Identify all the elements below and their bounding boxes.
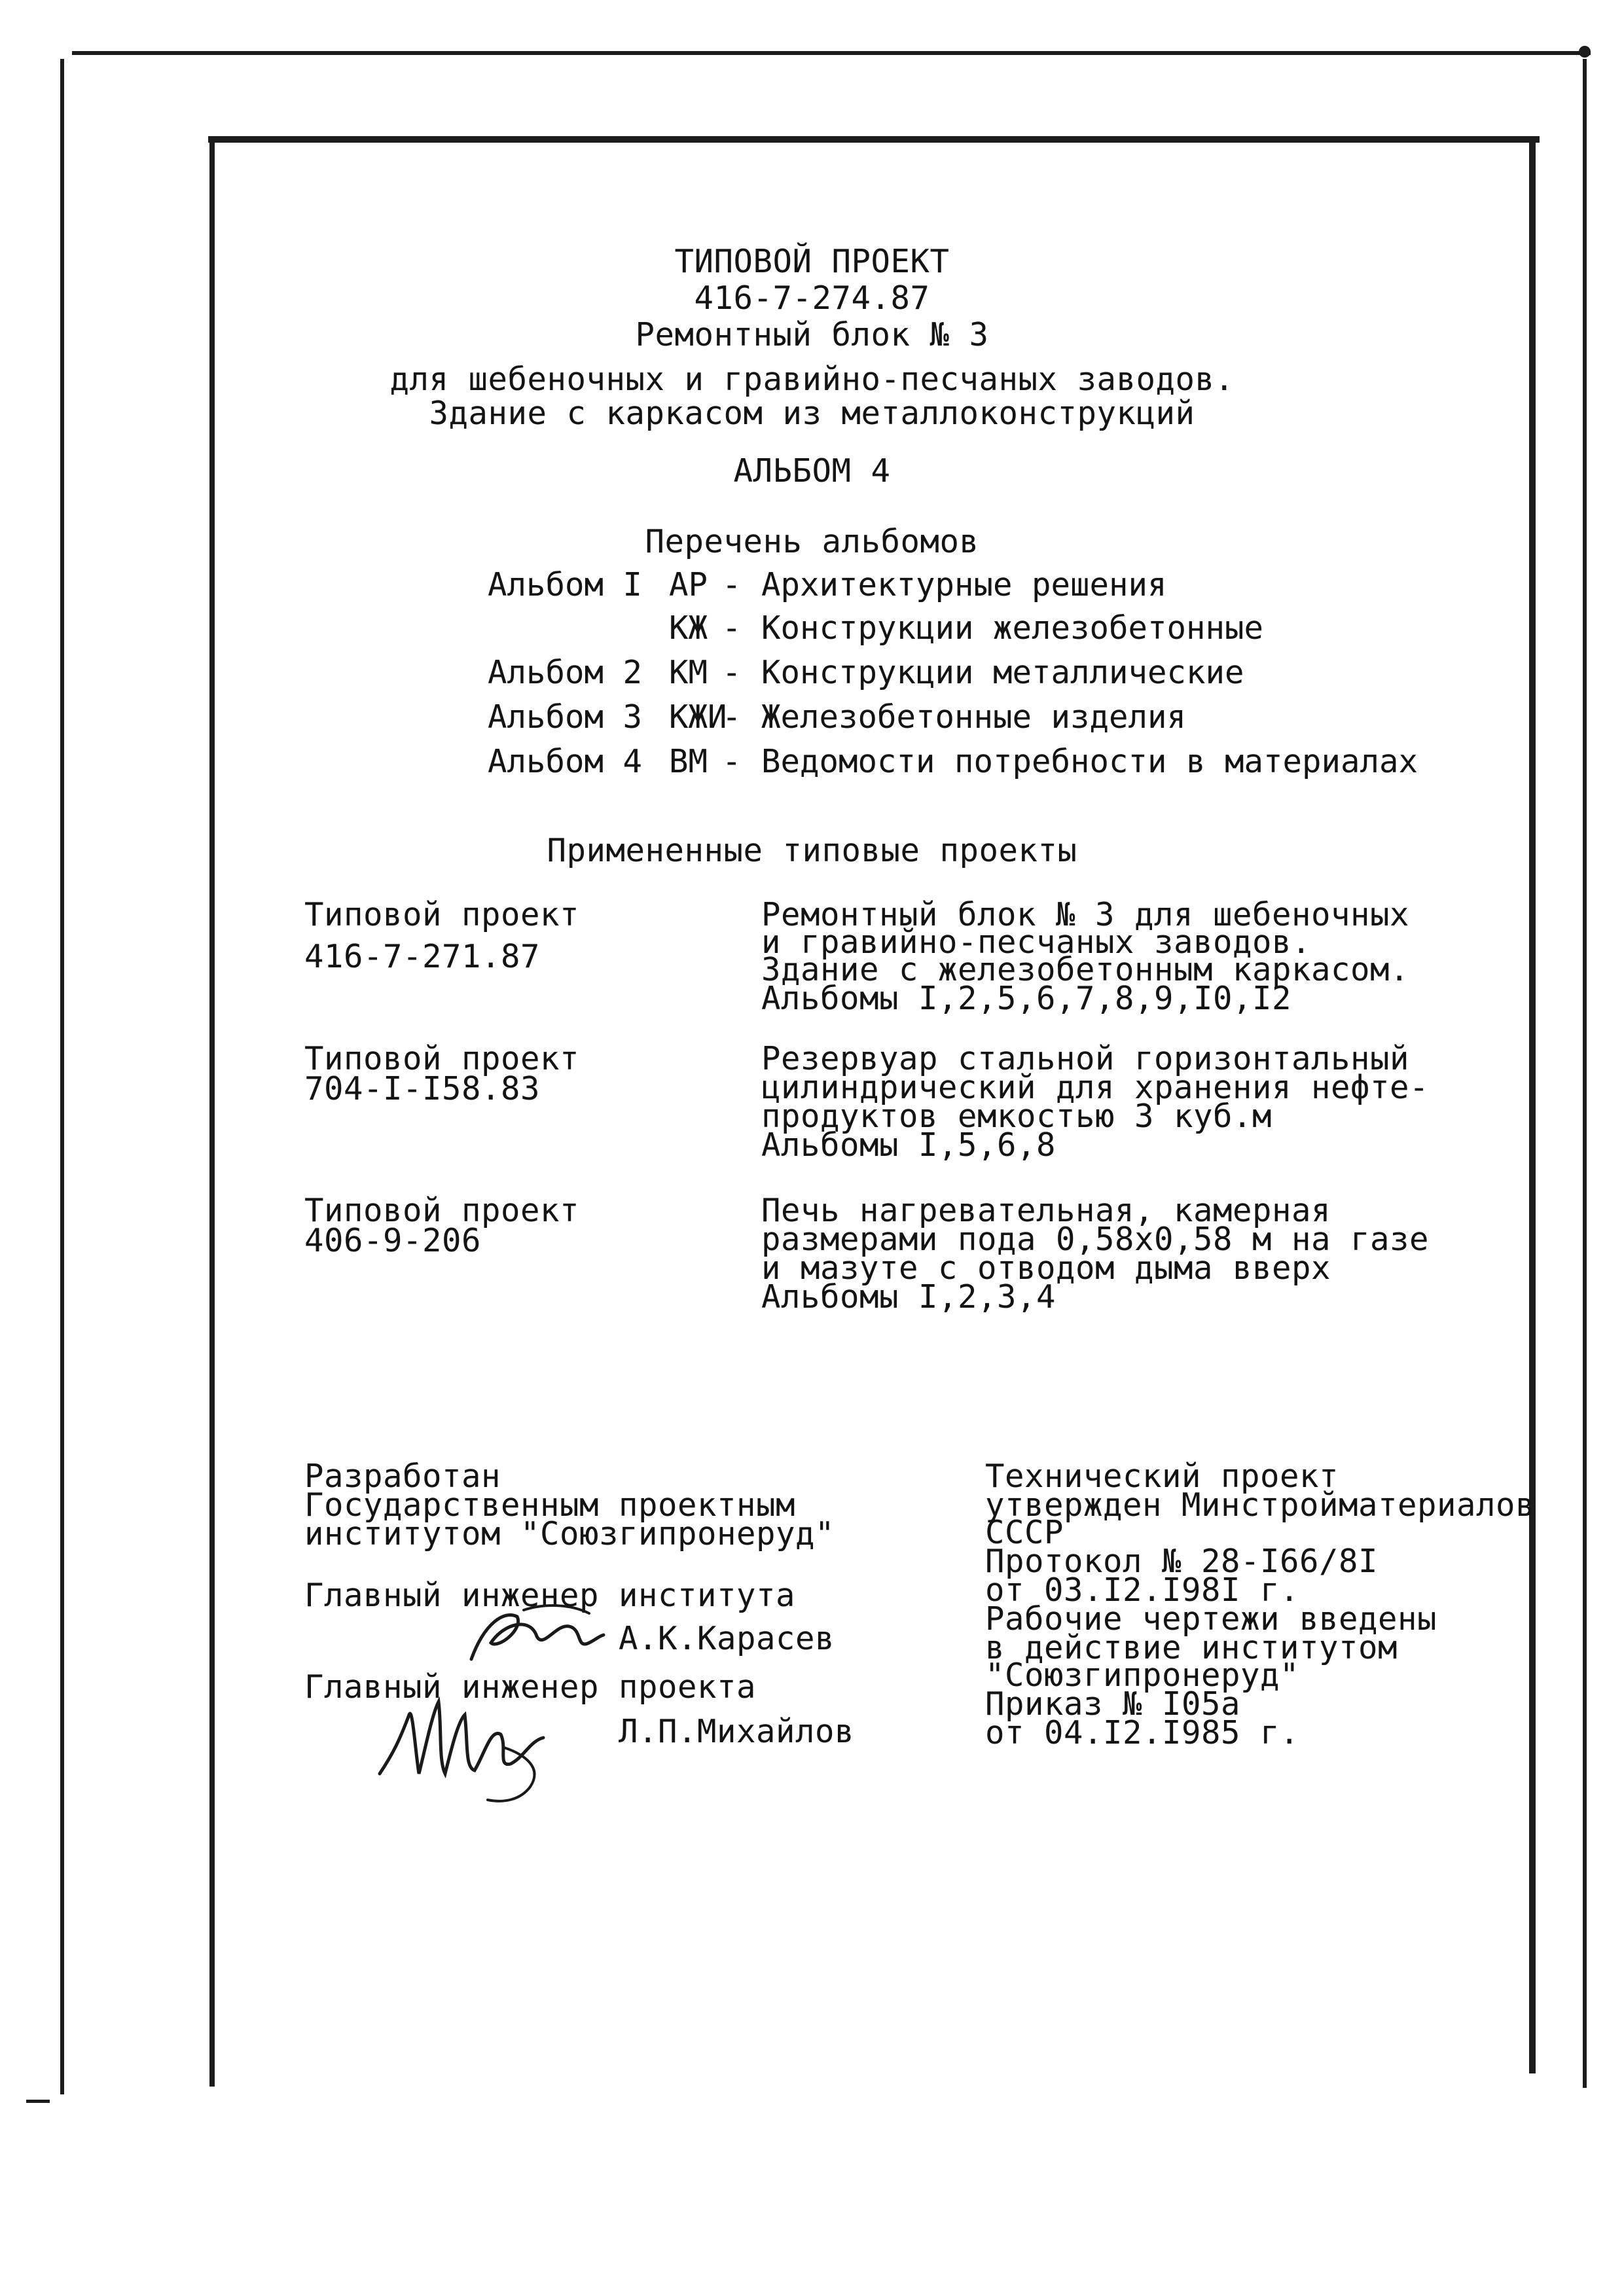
applied-project-description-line: Альбомы I,2,3,4 <box>761 1278 1056 1316</box>
inner-frame-top <box>208 136 1540 143</box>
album-dash: - <box>722 609 742 647</box>
project-purpose: для шебеночных и гравийно-песчаных заводов. <box>389 361 1235 398</box>
approval-line: Рабочие чертежи введены <box>985 1600 1437 1638</box>
album-number: Альбом 3 <box>488 698 643 736</box>
margin-tick <box>26 2100 50 2103</box>
album-number: Альбом I <box>488 566 643 603</box>
applied-project-number: 416-7-271.87 <box>304 938 541 975</box>
project-engineer-title: Главный инженер проекта <box>304 1668 757 1706</box>
project-number: 416-7-274.87 <box>694 279 930 317</box>
project-engineer-signature <box>373 1676 583 1806</box>
applied-project-description-line: Здание с железобетонным каркасом. <box>761 951 1410 988</box>
applied-project-description-line: цилиндрический для хранения нефте- <box>761 1069 1430 1106</box>
developer-institute-line: Государственным проектным <box>304 1486 796 1524</box>
outer-frame-top <box>72 51 1591 55</box>
applied-project-description-line: Альбомы I,2,5,6,7,8,9,I0,I2 <box>761 980 1292 1017</box>
album-number: Альбом 2 <box>488 654 643 691</box>
applied-project-description-line: и гравийно-песчаных заводов. <box>761 924 1312 961</box>
album-code: АР <box>669 566 708 603</box>
albums-list-heading: Перечень альбомов <box>645 523 979 560</box>
project-building-type: Здание с каркасом из металлоконструкций <box>429 395 1195 432</box>
approval-line: утвержден Минстройматериалов <box>985 1486 1536 1524</box>
applied-project-description-line: и мазуте с отводом дыма вверх <box>761 1249 1331 1287</box>
chief-engineer-name: А.К.Карасев <box>619 1620 835 1657</box>
applied-project-number: 704-I-I58.83 <box>304 1070 541 1107</box>
applied-project-label: Типовой проект <box>304 1192 580 1229</box>
approval-line: в действие институтом <box>985 1629 1398 1666</box>
document-type-title: ТИПОВОЙ ПРОЕКТ <box>674 243 950 280</box>
album-description: Конструкции железобетонные <box>761 609 1264 647</box>
applied-project-description-line: продуктов емкостью 3 куб.м <box>761 1098 1272 1135</box>
album-code: КЖ <box>669 609 708 647</box>
chief-engineer-title: Главный инженер института <box>304 1577 796 1614</box>
album-number: Альбом 4 <box>488 743 643 780</box>
applied-project-description-line: Ремонтный блок № 3 для шебеночных <box>761 896 1410 933</box>
album-dash: - <box>722 566 742 603</box>
album-title: АЛЬБОМ 4 <box>733 452 891 490</box>
applied-projects-heading: Примененные типовые проекты <box>547 832 1077 869</box>
applied-project-description-line: Резервуар стальной горизонтальный <box>761 1040 1410 1077</box>
album-dash: - <box>722 743 742 780</box>
developer-label: Разработан <box>304 1458 501 1495</box>
approval-line: "Союзгипронеруд" <box>985 1657 1300 1694</box>
album-description: Конструкции металлические <box>761 654 1244 691</box>
album-description: Железобетонные изделия <box>761 698 1187 736</box>
album-code: ВМ <box>669 743 708 780</box>
applied-project-description-line: размерами пода 0,58х0,58 м на газе <box>761 1221 1430 1258</box>
album-code: КЖИ <box>669 698 727 736</box>
chief-engineer-signature <box>458 1597 609 1669</box>
album-dash: - <box>722 698 742 736</box>
album-code: КМ <box>669 654 708 691</box>
applied-project-description-line: Альбомы I,5,6,8 <box>761 1126 1056 1164</box>
approval-line: Технический проект <box>985 1458 1339 1495</box>
project-name: Ремонтный блок № 3 <box>635 316 989 353</box>
applied-project-label: Типовой проект <box>304 1040 580 1077</box>
project-engineer-name: Л.П.Михайлов <box>619 1713 855 1750</box>
approval-line: от 03.I2.I98I г. <box>985 1571 1300 1609</box>
applied-project-number: 406-9-206 <box>304 1222 482 1259</box>
applied-project-label: Типовой проект <box>304 896 580 933</box>
approval-line: Протокол № 28-I66/8I <box>985 1543 1379 1580</box>
album-description: Ведомости потребности в материалах <box>761 743 1418 780</box>
developer-institute-line: институтом "Союзгипронеруд" <box>304 1515 835 1552</box>
approval-line: от 04.I2.I985 г. <box>985 1714 1300 1751</box>
frame-corner-mark <box>1579 46 1591 58</box>
applied-project-description-line: Печь нагревательная, камерная <box>761 1192 1331 1229</box>
album-description: Архитектурные решения <box>761 566 1167 603</box>
approval-line: СССР <box>985 1514 1064 1551</box>
album-dash: - <box>722 654 742 691</box>
approval-line: Приказ № I05а <box>985 1685 1241 1723</box>
